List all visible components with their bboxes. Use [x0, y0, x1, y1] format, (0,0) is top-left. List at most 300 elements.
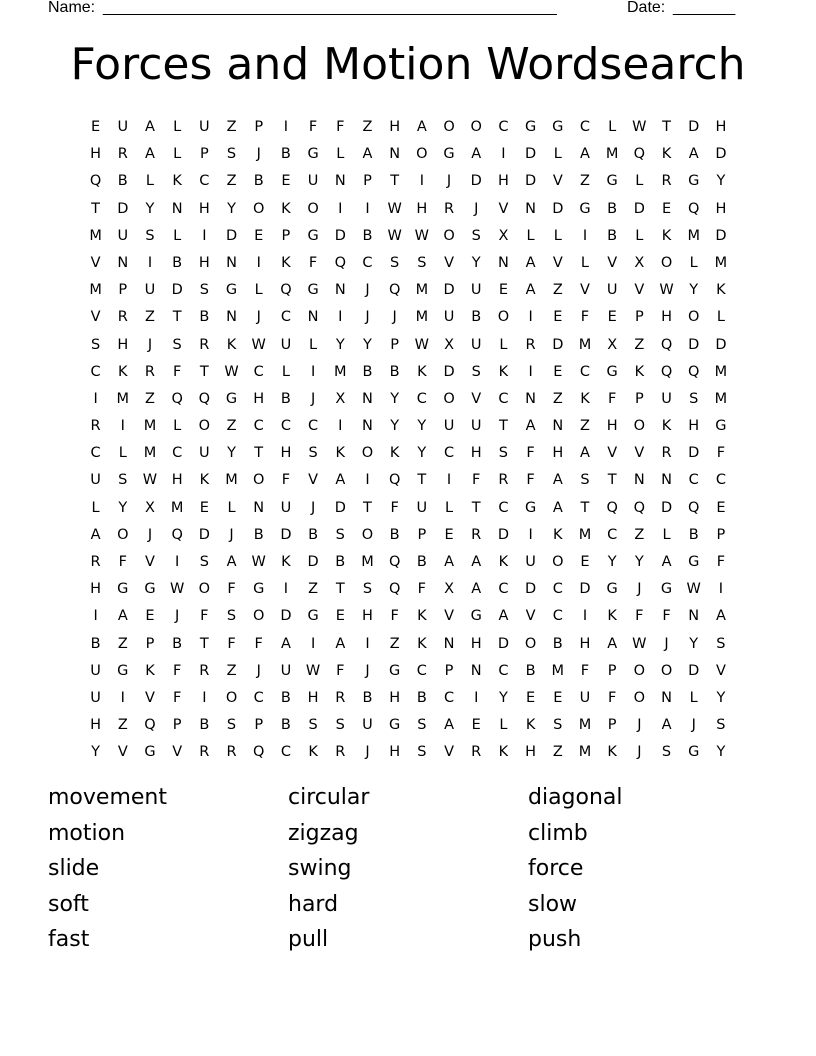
grid-row [82, 168, 736, 195]
grid-letter: M [415, 282, 429, 299]
grid-letter: Z [308, 581, 319, 598]
grid-letter: K [580, 390, 590, 407]
grid-letter: B [199, 309, 210, 326]
grid-letter: I [582, 608, 588, 625]
grid-letter: U [280, 662, 292, 679]
grid-letter: B [362, 363, 373, 380]
grid-letter: G [443, 146, 455, 163]
grid-letter: D [443, 363, 455, 380]
grid-letter: H [661, 309, 672, 326]
grid-row [82, 549, 736, 576]
grid-letter: H [389, 119, 401, 135]
grid-letter: C [253, 418, 264, 435]
grid-letter: P [254, 119, 264, 135]
grid-letter: C [90, 445, 101, 462]
grid-letter: S [716, 717, 726, 734]
grid-letter: I [310, 363, 316, 380]
grid-letter: C [172, 445, 183, 462]
grid-letter: R [199, 662, 210, 679]
grid-letter: E [553, 309, 563, 326]
grid-letter: V [607, 445, 618, 462]
grid-row [82, 413, 736, 440]
grid-letter: L [173, 418, 182, 435]
grid-letter: C [498, 499, 509, 516]
grid-letter: V [552, 173, 563, 190]
grid-letter: Y [417, 418, 427, 435]
grid-letter: V [580, 282, 590, 299]
grid-letter: V [634, 445, 645, 462]
grid-letter: S [226, 608, 237, 625]
grid-letter: X [444, 581, 454, 598]
grid-letter: A [90, 526, 101, 543]
grid-letter: D [633, 200, 645, 217]
grid-letter: H [171, 472, 183, 489]
grid-letter: U [579, 689, 591, 706]
grid-letter: N [253, 499, 265, 516]
grid-letter: P [390, 336, 400, 353]
word-list-item: pull [288, 927, 329, 953]
grid-letter: V [90, 309, 101, 326]
grid-letter: K [661, 227, 672, 244]
grid-letter: B [90, 635, 101, 652]
grid-letter: B [607, 200, 618, 217]
grid-letter: I [338, 200, 343, 217]
grid-letter: F [118, 554, 127, 570]
grid-letter: M [170, 499, 184, 516]
grid-letter: U [525, 554, 536, 570]
grid-letter: Y [145, 200, 155, 217]
grid-letter: L [227, 499, 236, 516]
grid-letter: T [91, 200, 101, 217]
grid-letter: P [444, 662, 454, 679]
grid-letter: E [145, 608, 155, 625]
grid-letter: I [474, 689, 479, 706]
grid-letter: U [90, 472, 101, 489]
grid-letter: L [716, 309, 725, 326]
grid-letter: G [389, 662, 401, 679]
grid-letter: T [417, 472, 427, 489]
grid-letter: Z [634, 526, 645, 543]
grid-letter: L [553, 146, 562, 163]
grid-letter: D [334, 227, 346, 244]
grid-letter: U [416, 499, 428, 516]
grid-letter: Z [117, 717, 128, 734]
grid-letter: V [498, 200, 509, 217]
grid-letter: F [227, 581, 236, 598]
grid-letter: R [144, 363, 155, 380]
grid-letter: N [443, 635, 455, 652]
grid-letter: D [225, 227, 238, 244]
grid-letter: V [90, 254, 101, 271]
grid-letter: V [552, 254, 563, 271]
grid-letter: G [307, 227, 319, 244]
grid-letter: L [254, 282, 263, 299]
grid-letter: I [718, 581, 724, 598]
grid-row [82, 386, 736, 413]
grid-letter: I [365, 635, 370, 652]
grid-letter: M [361, 554, 374, 570]
grid-letter: F [308, 254, 318, 271]
grid-letter: W [387, 200, 402, 217]
grid-letter: P [634, 309, 644, 326]
grid-letter: O [660, 254, 673, 271]
grid-letter: H [688, 418, 700, 435]
grid-letter: W [387, 227, 402, 244]
grid-letter: K [498, 363, 509, 380]
grid-letter: F [417, 581, 427, 598]
grid-letter: K [716, 282, 726, 299]
grid-letter: T [199, 635, 209, 652]
grid-letter: H [280, 445, 292, 462]
grid-letter: Q [606, 499, 618, 516]
grid-letter: P [634, 390, 644, 407]
grid-letter: W [251, 554, 266, 570]
grid-letter: Z [580, 418, 590, 435]
grid-letter: V [634, 282, 645, 299]
grid-letter: Y [689, 282, 699, 299]
grid-letter: K [281, 254, 291, 271]
grid-letter: D [579, 581, 591, 598]
grid-letter: F [526, 472, 535, 489]
word-list-item: push [528, 927, 582, 953]
grid-letter: D [552, 336, 564, 353]
grid-letter: Z [634, 336, 645, 353]
grid-letter: E [553, 689, 563, 706]
grid-letter: L [662, 526, 671, 543]
grid-letter: B [117, 173, 128, 190]
grid-letter: J [637, 744, 642, 761]
grid-letter: N [525, 200, 537, 217]
grid-letter: H [307, 689, 319, 706]
grid-letter: P [254, 717, 264, 734]
word-list-item: fast [48, 927, 90, 953]
grid-letter: S [417, 254, 427, 271]
grid-letter: I [256, 254, 261, 271]
grid-letter: C [579, 119, 591, 135]
grid-letter: N [117, 254, 129, 271]
grid-letter: D [688, 662, 700, 679]
grid-letter: B [416, 689, 427, 706]
grid-row [82, 114, 736, 141]
grid-row [82, 522, 736, 549]
grid-letter: L [499, 717, 508, 734]
grid-letter: N [334, 173, 346, 190]
grid-letter: M [143, 418, 157, 435]
grid-letter: O [443, 390, 455, 407]
grid-letter: Z [145, 390, 155, 407]
grid-letter: C [688, 472, 699, 489]
grid-letter: A [715, 608, 726, 625]
grid-letter: M [578, 744, 592, 761]
grid-letter: O [361, 526, 374, 543]
grid-letter: X [607, 336, 618, 353]
grid-letter: Y [335, 336, 345, 353]
grid-letter: H [715, 119, 727, 135]
grid-letter: G [606, 173, 618, 190]
grid-letter: B [335, 554, 346, 570]
grid-letter: D [688, 119, 700, 135]
grid-letter: G [225, 282, 238, 299]
grid-letter: O [660, 662, 673, 679]
grid-letter: H [90, 717, 102, 734]
grid-letter: S [417, 744, 427, 761]
grid-letter: N [307, 309, 319, 326]
grid-letter: Q [253, 744, 265, 761]
grid-letter: J [256, 146, 261, 163]
grid-row [82, 250, 736, 277]
grid-letter: S [390, 254, 400, 271]
grid-letter: L [689, 689, 698, 706]
grid-letter: A [335, 472, 346, 489]
grid-letter: K [281, 554, 291, 570]
grid-letter: P [199, 146, 209, 163]
grid-letter: Y [471, 254, 481, 271]
grid-letter: E [607, 309, 617, 326]
grid-letter: V [145, 554, 155, 570]
grid-letter: R [335, 689, 346, 706]
grid-letter: M [578, 526, 592, 543]
grid-letter: K [389, 445, 400, 462]
grid-letter: D [307, 554, 319, 570]
word-list-item: swing [288, 856, 352, 882]
grid-letter: V [444, 254, 454, 271]
grid-letter: J [365, 662, 370, 679]
grid-letter: Y [227, 445, 236, 462]
grid-letter: Q [388, 282, 401, 299]
grid-letter: A [471, 581, 482, 598]
grid-row [82, 359, 736, 386]
word-list-item: slow [528, 891, 578, 917]
grid-letter: C [715, 472, 726, 489]
grid-letter: V [525, 608, 536, 625]
grid-letter: D [552, 200, 564, 217]
grid-letter: K [417, 363, 427, 380]
grid-letter: G [470, 608, 482, 625]
grid-letter: Q [388, 554, 401, 570]
grid-letter: H [90, 581, 102, 598]
grid-row [82, 495, 736, 522]
grid-letter: E [526, 689, 536, 706]
word-list-item: zigzag [288, 820, 359, 846]
grid-letter: V [117, 744, 128, 761]
word-list-item: diagonal [528, 785, 623, 810]
grid-letter: E [91, 119, 101, 135]
grid-letter: O [416, 146, 428, 163]
grid-letter: S [199, 282, 209, 299]
grid-letter: I [93, 390, 98, 407]
grid-letter: O [443, 227, 455, 244]
grid-letter: U [606, 282, 618, 299]
grid-letter: G [307, 282, 319, 299]
grid-letter: O [253, 472, 265, 489]
grid-row [82, 304, 736, 331]
grid-letter: G [307, 146, 319, 163]
grid-letter: O [497, 309, 510, 326]
grid-letter: F [390, 499, 399, 516]
grid-letter: S [226, 717, 237, 734]
grid-letter: D [715, 146, 727, 163]
grid-letter: A [580, 146, 590, 163]
grid-letter: G [389, 717, 401, 734]
grid-letter: W [142, 472, 158, 489]
name-blank: ___________________________________________________ [103, 0, 557, 16]
grid-letter: I [582, 227, 588, 244]
grid-letter: K [335, 445, 346, 462]
grid-letter: N [362, 418, 373, 435]
grid-letter: D [715, 227, 727, 244]
grid-letter: Q [688, 200, 700, 217]
grid-letter: P [363, 173, 372, 190]
grid-letter: B [389, 363, 400, 380]
grid-letter: J [365, 309, 370, 326]
grid-letter: I [528, 309, 533, 326]
grid-letter: M [225, 472, 238, 489]
grid-letter: G [524, 119, 537, 135]
grid-letter: I [93, 608, 98, 625]
grid-letter: Q [388, 581, 401, 598]
grid-letter: G [117, 581, 129, 598]
grid-letter: V [172, 744, 183, 761]
grid-letter: Z [389, 635, 400, 652]
grid-letter: O [552, 554, 564, 570]
grid-letter: B [199, 717, 210, 734]
grid-letter: A [661, 554, 672, 570]
grid-letter: L [635, 173, 644, 190]
grid-letter: W [632, 635, 647, 652]
grid-letter: H [525, 744, 537, 761]
grid-letter: R [443, 200, 455, 217]
grid-letter: B [280, 146, 291, 163]
grid-letter: B [253, 173, 264, 190]
grid-letter: C [362, 254, 373, 271]
grid-letter: A [416, 119, 427, 135]
grid-letter: K [661, 146, 672, 163]
grid-letter: K [417, 608, 427, 625]
grid-letter: C [552, 581, 563, 598]
grid-letter: B [389, 526, 400, 543]
grid-letter: J [310, 499, 316, 516]
grid-letter: K [525, 717, 536, 734]
grid-letter: C [579, 363, 591, 380]
grid-letter: L [173, 227, 182, 244]
grid-letter: M [605, 146, 619, 163]
grid-letter: Y [716, 744, 726, 761]
grid-letter: G [117, 662, 129, 679]
grid-letter: U [117, 119, 129, 135]
grid-letter: Q [688, 363, 700, 380]
grid-letter: F [607, 390, 617, 407]
grid-letter: C [552, 608, 563, 625]
grid-letter: F [472, 472, 481, 489]
grid-letter: C [498, 119, 509, 135]
grid-letter: A [117, 608, 128, 625]
grid-letter: U [661, 390, 672, 407]
grid-letter: L [173, 146, 182, 163]
grid-letter: A [145, 119, 155, 135]
grid-letter: S [335, 526, 345, 543]
grid-letter: L [173, 119, 182, 135]
grid-letter: E [471, 717, 481, 734]
grid-letter: J [474, 200, 479, 217]
grid-letter: R [226, 744, 237, 761]
grid-letter: O [253, 608, 265, 625]
grid-letter: O [361, 445, 374, 462]
letter-grid [82, 114, 736, 767]
grid-letter: F [254, 635, 263, 652]
grid-row [82, 332, 736, 359]
grid-letter: J [147, 526, 153, 543]
grid-letter: K [172, 173, 182, 190]
grid-letter: C [280, 309, 291, 326]
grid-letter: T [172, 309, 182, 326]
grid-letter: U [470, 282, 482, 299]
grid-letter: T [607, 472, 617, 489]
grid-letter: A [580, 445, 590, 462]
grid-letter: C [443, 689, 455, 706]
grid-letter: P [716, 526, 726, 543]
grid-letter: I [365, 200, 370, 217]
grid-letter: B [688, 526, 699, 543]
grid-letter: G [688, 744, 700, 761]
grid-letter: G [225, 390, 238, 407]
grid-row [82, 223, 736, 250]
grid-letter: J [229, 526, 234, 543]
grid-letter: T [254, 445, 264, 462]
grid-letter: Z [226, 119, 237, 135]
grid-letter: P [281, 227, 291, 244]
grid-letter: M [578, 717, 592, 734]
grid-letter: A [661, 717, 672, 734]
grid-letter: D [443, 282, 455, 299]
grid-letter: I [528, 526, 533, 543]
grid-letter: J [175, 608, 180, 625]
grid-letter: W [632, 119, 647, 135]
grid-letter: L [689, 254, 698, 271]
grid-letter: G [144, 581, 156, 598]
grid-letter: K [634, 363, 645, 380]
grid-letter: D [334, 499, 346, 516]
grid-row [82, 440, 736, 467]
grid-letter: Q [171, 390, 183, 407]
grid-letter: W [251, 336, 266, 353]
grid-letter: S [471, 363, 481, 380]
grid-letter: O [117, 526, 129, 543]
grid-letter: B [471, 309, 482, 326]
grid-letter: M [143, 445, 157, 462]
grid-letter: H [389, 744, 401, 761]
grid-letter: M [89, 282, 102, 299]
grid-letter: P [607, 717, 617, 734]
grid-letter: U [280, 336, 292, 353]
grid-letter: T [390, 173, 400, 190]
grid-letter: A [145, 146, 155, 163]
grid-letter: L [336, 146, 345, 163]
grid-letter: T [498, 418, 508, 435]
grid-letter: S [661, 744, 672, 761]
grid-letter: N [171, 200, 183, 217]
grid-letter: C [416, 390, 427, 407]
grid-letter: R [335, 744, 346, 761]
grid-letter: M [551, 662, 565, 679]
grid-letter: J [147, 336, 153, 353]
grid-letter: V [715, 662, 726, 679]
grid-letter: S [226, 146, 237, 163]
grid-letter: U [362, 717, 373, 734]
word-list-item: soft [48, 891, 89, 917]
grid-letter: M [415, 309, 429, 326]
grid-letter: J [256, 309, 261, 326]
grid-letter: S [90, 336, 101, 353]
